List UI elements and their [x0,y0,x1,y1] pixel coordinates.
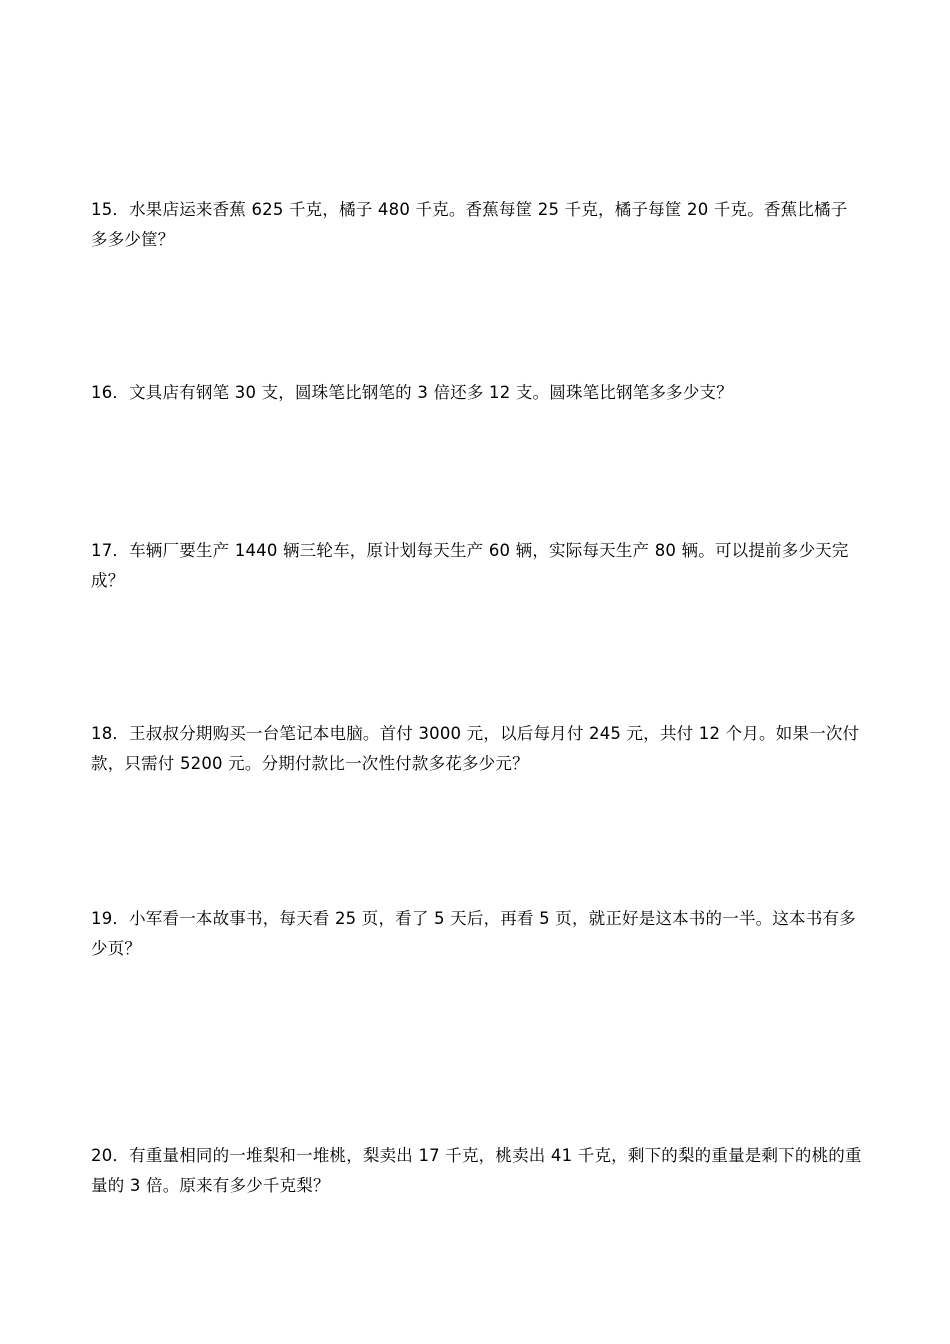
problem-17: 17．车辆厂要生产 1440 辆三轮车，原计划每天生产 60 辆，实际每天生产 80 辆。可以提前多少天完成？ [91,541,849,590]
problem-16: 16．文具店有钢笔 30 支，圆珠笔比钢笔的 3 倍还多 12 支。圆珠笔比钢笔多多少支？ [91,383,733,402]
problem-19: 19．小军看一本故事书，每天看 25 页，看了 5 天后，再看 5 页，就正好是这本书的一半。这本书有多少页？ [91,909,856,958]
problem-20: 20．有重量相同的一堆梨和一堆桃，梨卖出 17 千克，桃卖出 41 千克，剩下的梨的重量是剩下的桃的重量的 3 倍。原来有多少千克梨？ [91,1146,862,1195]
problem-18: 18．王叔叔分期购买一台笔记本电脑。首付 3000 元，以后每月付 245 元，共付 12 个月。如果一次付款，只需付 5200 元。分期付款比一次性付款多花多少元？ [91,724,860,773]
problem-15: 15．水果店运来香蕉 625 千克，橘子 480 千克。香蕉每筐 25 千克，橘子每筐 20 千克。香蕉比橘子多多少筐？ [91,200,848,249]
